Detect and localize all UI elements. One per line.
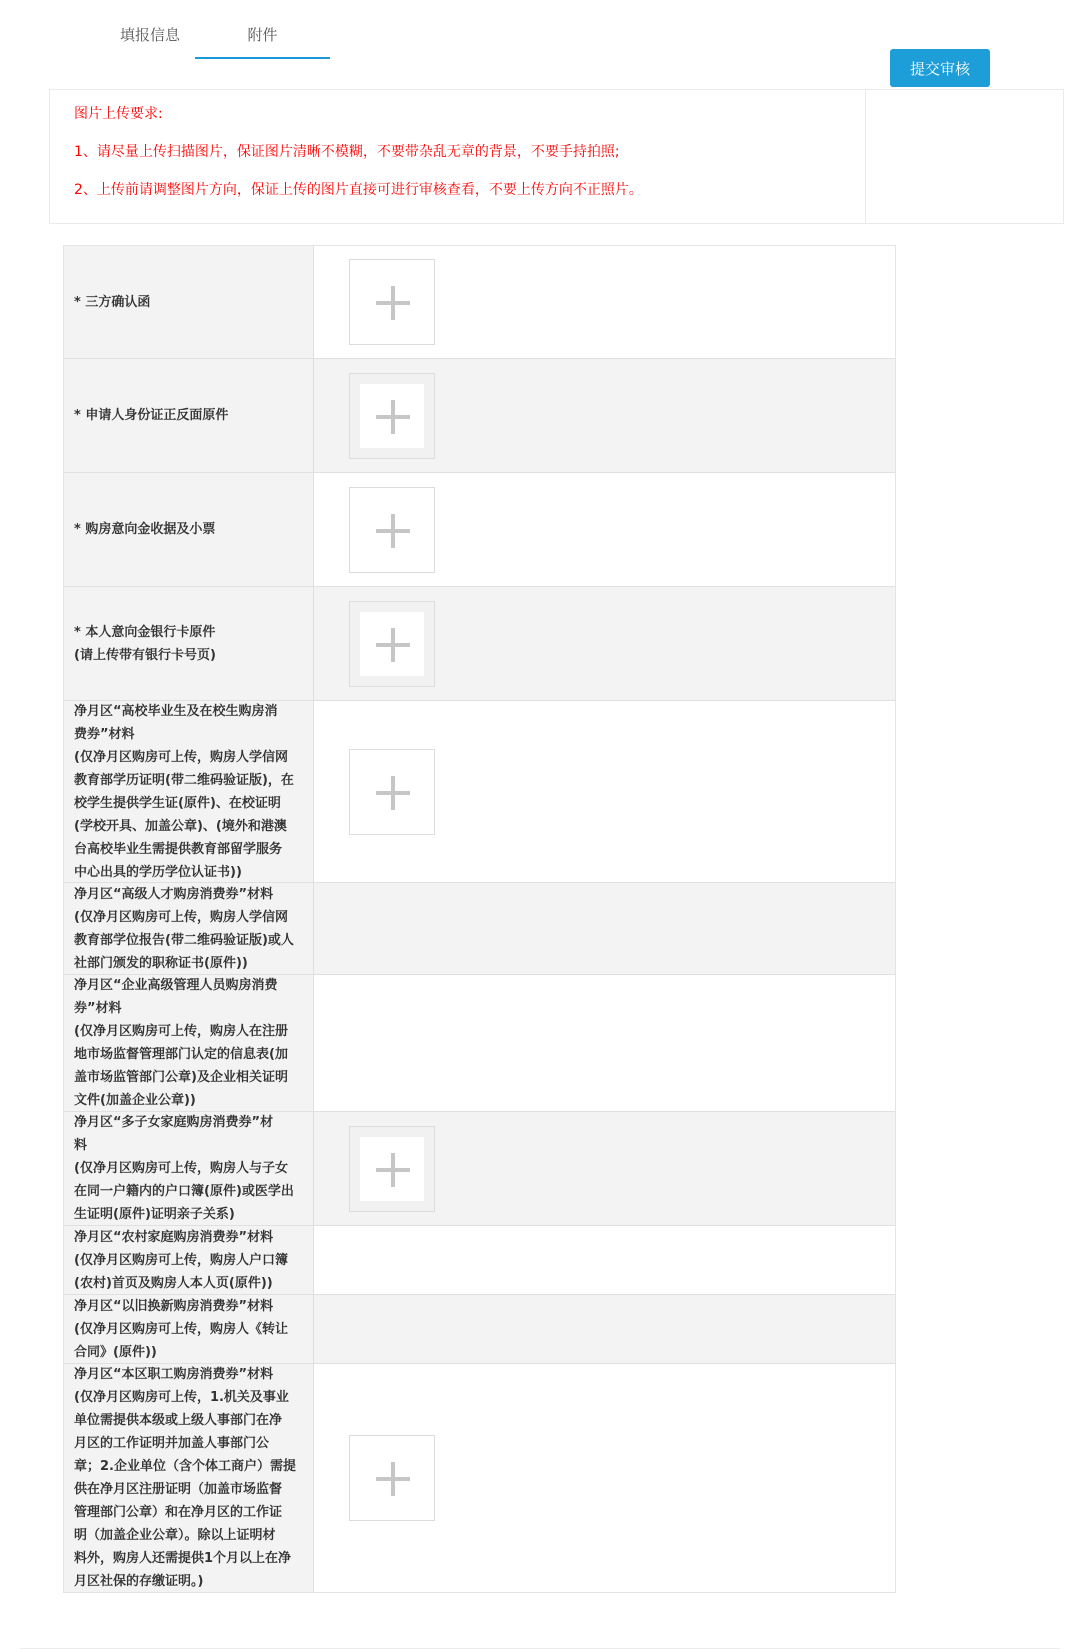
tab-attachments[interactable]: 附件: [195, 0, 330, 59]
upload-button[interactable]: [349, 749, 435, 835]
row-content: [314, 975, 895, 1111]
panel-divider: [865, 90, 866, 223]
row-content: [314, 587, 895, 700]
row-label: 净月区“高校毕业生及在校生购房消 费券”材料 (仅净月区购房可上传，购房人学信网 教育部学历证明(带二维码验证版)，在 校学生提供学生证(原件)、在校证明 (学校开具、加盖公章)、(境外和港澳 台高校毕业生需提供教育部留学服务 中心出具的学历学位认证书)): [64, 701, 314, 882]
row-content: [314, 246, 895, 358]
row-label: 净月区“以旧换新购房消费券”材料 (仅净月区购房可上传，购房人《转让 合同》(原件)): [64, 1295, 314, 1363]
row-label: 净月区“农村家庭购房消费券”材料 (仅净月区购房可上传，购房人户口簿 (农村)首页及购房人本人页(原件)): [64, 1226, 314, 1294]
row-label: * 本人意向金银行卡原件 (请上传带有银行卡号页): [64, 587, 314, 700]
bottom-divider: [20, 1648, 1060, 1649]
upload-requirements-panel: [49, 89, 1064, 224]
row-content: [314, 883, 895, 974]
submit-review-button[interactable]: 提交审核: [890, 49, 990, 87]
requirement-line-1: 1、请尽量上传扫描图片，保证图片清晰不模糊，不要带杂乱无章的背景，不要手持拍照;: [74, 144, 620, 160]
table-row: [64, 246, 895, 359]
row-label: * 申请人身份证正反面原件: [64, 359, 314, 472]
row-content: [314, 473, 895, 586]
requirement-line-2: 2、上传前请调整图片方向，保证上传的图片直接可进行审核查看，不要上传方向不正照片。: [74, 182, 643, 198]
row-content: [314, 701, 895, 882]
requirements-title: 图片上传要求:: [74, 106, 163, 122]
row-content: [314, 1295, 895, 1363]
table-row: [64, 1112, 895, 1226]
table-row: [64, 883, 895, 975]
table-row: [64, 701, 895, 883]
row-label: * 三方确认函: [64, 246, 314, 358]
upload-button[interactable]: [349, 1435, 435, 1521]
row-label: 净月区“多子女家庭购房消费券”材 料 (仅净月区购房可上传，购房人与子女 在同一户籍内的户口簿(原件)或医学出 生证明(原件)证明亲子关系): [64, 1112, 314, 1225]
attachment-table: [63, 245, 896, 1593]
row-label: 净月区“企业高级管理人员购房消费 券”材料 (仅净月区购房可上传，购房人在注册 地市场监督管理部门认定的信息表(加 盖市场监管部门公章)及企业相关证明 文件(加盖企业公章)): [64, 975, 314, 1111]
tab-fill-info[interactable]: 填报信息: [119, 26, 180, 44]
row-content: [314, 1226, 895, 1294]
table-row: [64, 359, 895, 473]
upload-button[interactable]: [349, 1126, 435, 1212]
tab-bar: [60, 0, 350, 60]
row-label: 净月区“本区职工购房消费券”材料 (仅净月区购房可上传，1.机关及事业 单位需提供本级或上级人事部门在净 月区的工作证明并加盖人事部门公 章；2.企业单位（含个体工商户）需提 供在净月区注册证明（加盖市场监督 管理部门公章）和在净月区的工作证 明（加盖企业公章）。除以上证明材 料外，购房人还需提供1个月以上在净 月区社保的存缴证明。): [64, 1364, 314, 1592]
row-label: 净月区“高级人才购房消费券”材料 (仅净月区购房可上传，购房人学信网 教育部学位报告(带二维码验证版)或人 社部门颁发的职称证书(原件)): [64, 883, 314, 974]
upload-button[interactable]: [349, 601, 435, 687]
table-row: [64, 975, 895, 1112]
table-row: [64, 473, 895, 587]
upload-button[interactable]: [349, 373, 435, 459]
table-row: [64, 1364, 895, 1592]
table-row: [64, 1226, 895, 1295]
row-content: [314, 1112, 895, 1225]
row-label: * 购房意向金收据及小票: [64, 473, 314, 586]
table-row: [64, 587, 895, 701]
upload-button[interactable]: [349, 259, 435, 345]
upload-requirements-text: [74, 102, 643, 216]
row-content: [314, 359, 895, 472]
table-row: [64, 1295, 895, 1364]
row-content: [314, 1364, 895, 1592]
upload-button[interactable]: [349, 487, 435, 573]
